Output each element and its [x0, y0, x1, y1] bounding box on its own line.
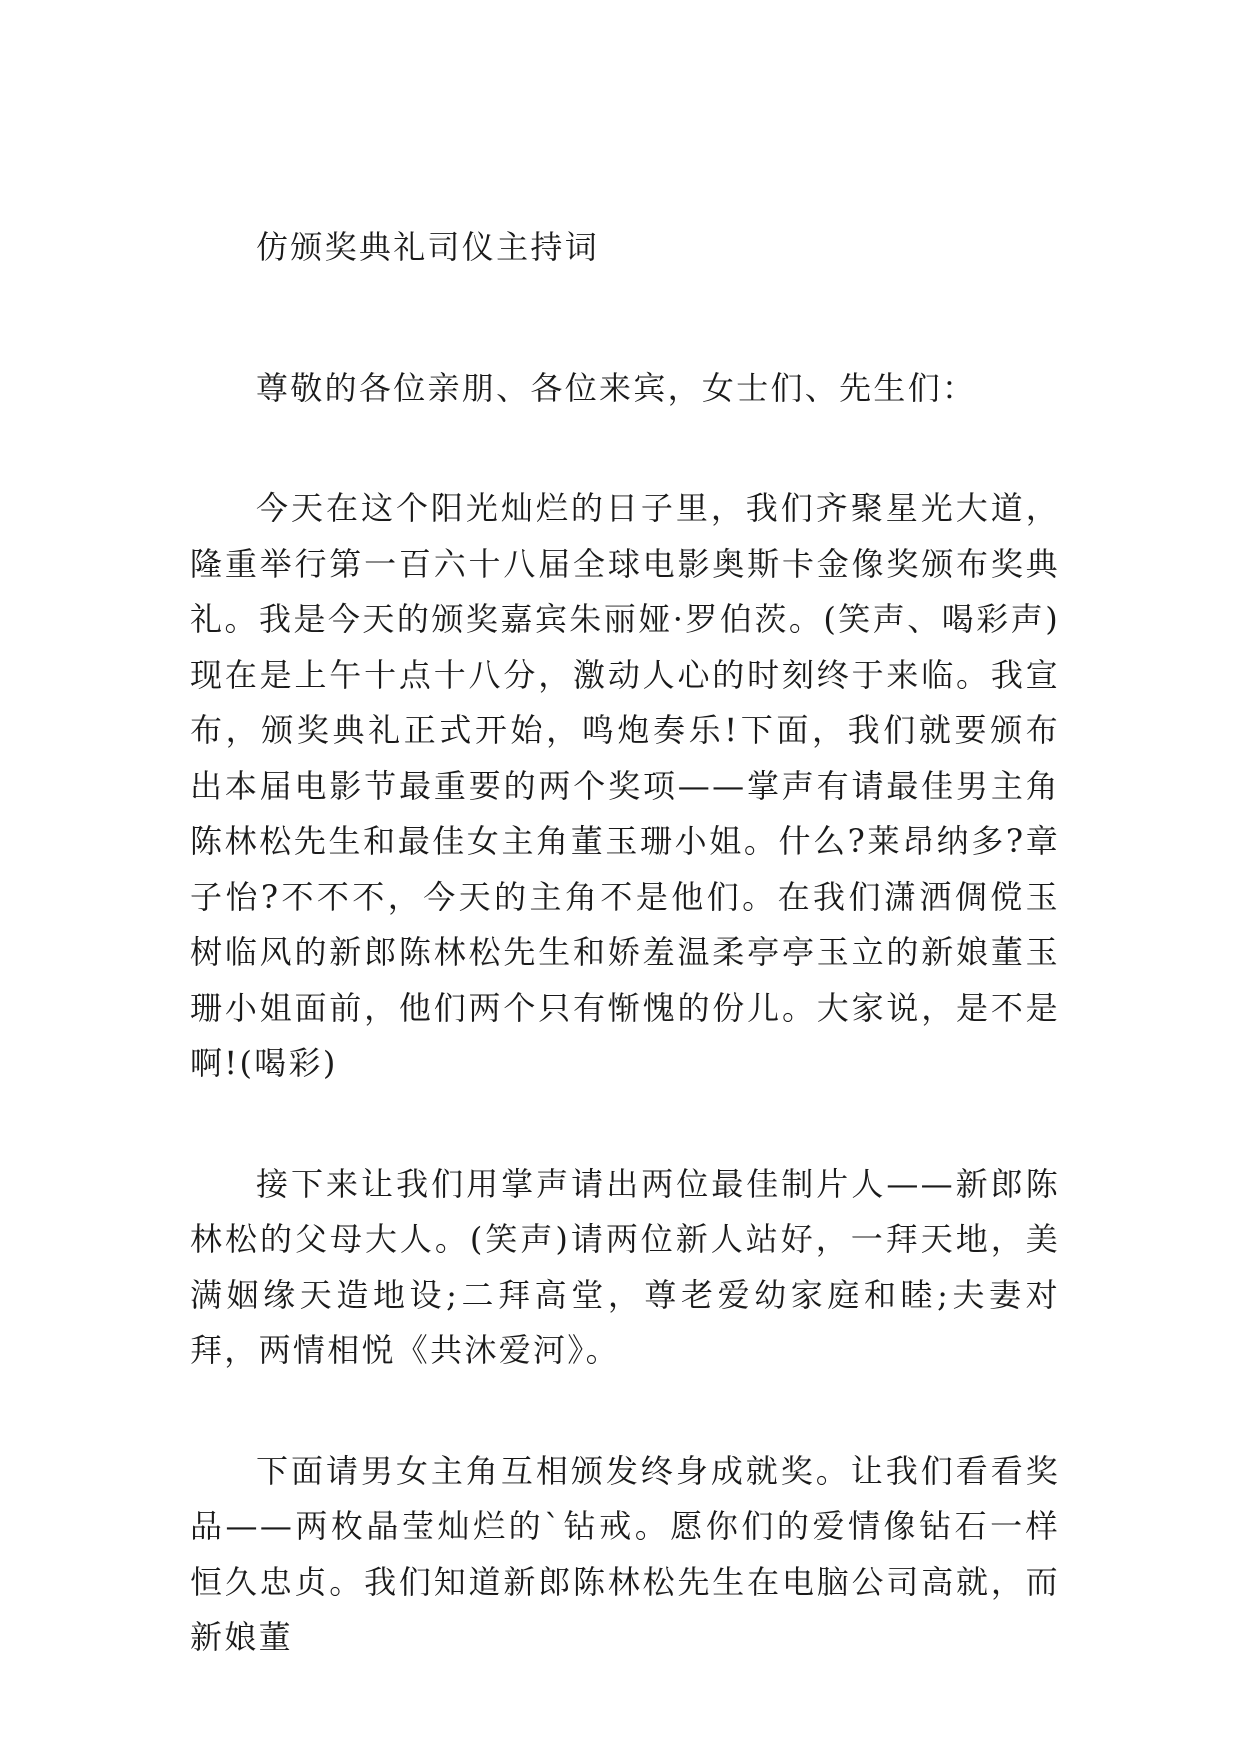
spacer — [190, 1379, 1060, 1444]
document-title: 仿颁奖典礼司仪主持词 — [256, 228, 600, 266]
paragraph-rings: 下面请男女主角互相颁发终身成就奖。让我们看看奖品——两枚晶莹灿烂的`钻戒。愿你们的爱情像钻石一样恒久忠贞。我们知道新郎陈林松先生在电脑公司高就，而新娘董 — [190, 1451, 1060, 1656]
document-body — [190, 220, 1060, 1666]
paragraph-parents: 接下来让我们用掌声请出两位最佳制片人——新郎陈林松的父母大人。(笑声)请两位新人站好，一拜天地，美满姻缘天造地设;二拜高堂，尊老爱幼家庭和睦;夫妻对拜，两情相悦《共沐爱河》。 — [190, 1164, 1060, 1369]
greeting-paragraph: 尊敬的各位亲朋、各位来宾，女士们、先生们： — [256, 368, 977, 407]
paragraph-opening: 今天在这个阳光灿烂的日子里，我们齐聚星光大道，隆重举行第一百六十八届全球电影奥斯卡金像奖颁布奖典礼。我是今天的颁奖嘉宾朱丽娅·罗伯茨。(笑声、喝彩声)现在是上午十点十八分，激动人心的时刻终于来临。我宣布，颁奖典礼正式开始，鸣炮奏乐!下面，我们就要颁布出本届电影节最重要的两个奖项——掌声有请最佳男主角陈林松先生和最佳女主角董玉珊小姐。什么?莱昂纳多?章子怡?不不不，今天的主角不是他们。在我们潇洒倜傥玉树临风的新郎陈林松先生和娇羞温柔亭亭玉立的新娘董玉珊小姐面前，他们两个只有惭愧的份儿。大家说，是不是啊!(喝彩) — [190, 489, 1060, 1082]
spacer — [190, 276, 1060, 361]
spacer — [190, 416, 1060, 481]
spacer — [190, 1092, 1060, 1157]
